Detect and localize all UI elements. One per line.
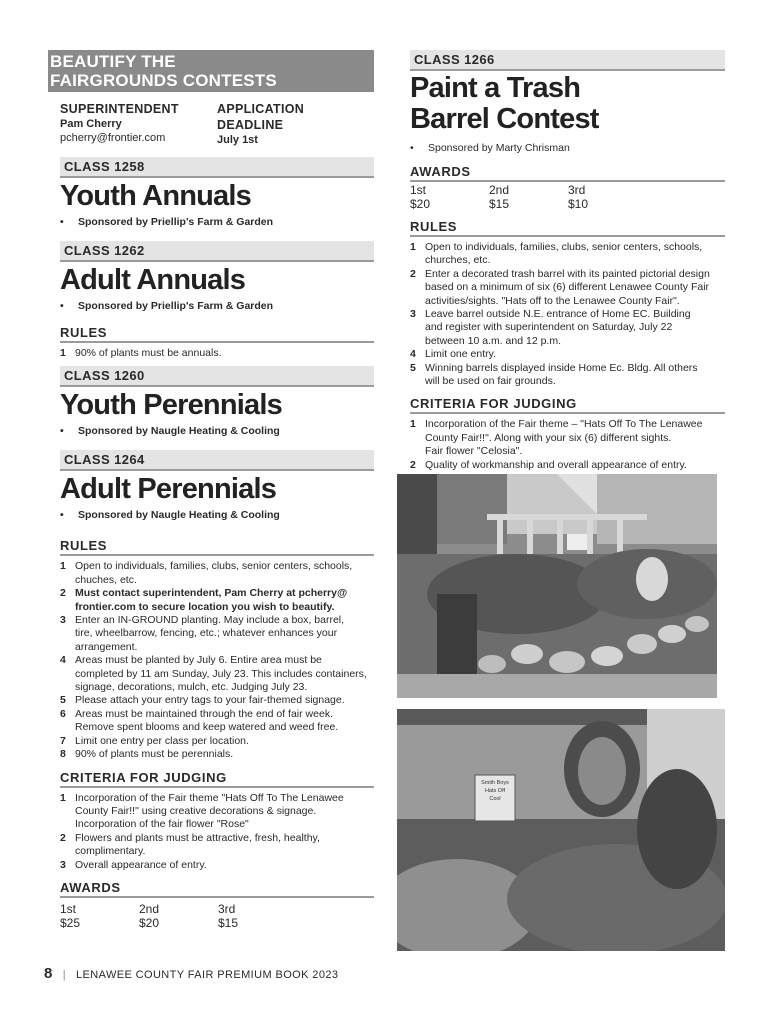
sponsor-line: • Sponsored by Naugle Heating & Cooling <box>60 509 280 522</box>
class-label: CLASS 1262 <box>60 241 374 262</box>
award-2nd: 2nd $20 <box>139 901 160 930</box>
superintendent-block <box>48 101 374 147</box>
awards-perennials <box>48 880 374 930</box>
class-label: CLASS 1266 <box>410 50 725 71</box>
award-1st: 1st $20 <box>410 183 431 211</box>
class-1262-section <box>48 241 374 313</box>
list-item: 2 Enter a decorated trash barrel with its painted pictorial design based on a minimum of six (6) different Lenawee County Fair activities/sights. "Hats off to the Lenawee County Fair". <box>410 267 710 307</box>
awards-heading: AWARDS <box>410 164 725 182</box>
superintendent-name: Pam Cherry <box>60 118 122 130</box>
deadline-label-2: DEADLINE <box>217 118 284 132</box>
awards-heading: AWARDS <box>60 880 374 898</box>
award-3rd: 3rd $10 <box>568 183 589 211</box>
award-3rd: 3rd $15 <box>218 901 239 930</box>
class-title: Paint a Trash Barrel Contest <box>410 72 599 135</box>
section-banner <box>48 50 374 92</box>
deadline-date: July 1st <box>217 134 258 146</box>
class-title: Adult Annuals <box>60 264 246 296</box>
list-item: 1 Incorporation of the Fair theme "Hats Off To The Lenawee County Fair!!" using creative decorations & signage. Incorporation of the fair flower "Rose" <box>60 791 344 831</box>
class-title: Youth Annuals <box>60 180 251 212</box>
class-1264-section <box>48 450 374 522</box>
sponsor-text: Sponsored by Naugle Heating & Cooling <box>78 509 280 522</box>
sponsor-text: Sponsored by Priellip's Farm & Garden <box>78 216 274 228</box>
award-1st: 1st $25 <box>60 901 81 930</box>
footer-separator: | <box>62 969 67 981</box>
superintendent-email: pcherry@frontier.com <box>60 132 166 144</box>
list-item: 6 Areas must be maintained through the end of fair week. Remove spent blooms and keep watered and weed free. <box>60 707 339 734</box>
list-item: 1 Open to individuals, families, clubs, senior centers, schools, churches, etc. <box>410 241 703 267</box>
footer-text: LENAWEE COUNTY FAIR PREMIUM BOOK 2023 <box>76 969 339 981</box>
rules-heading: RULES <box>60 325 374 343</box>
page-number: 8 <box>44 965 53 982</box>
list-item: 7 Limit one entry per class per location. <box>60 734 249 747</box>
sponsor-line: • Sponsored by Naugle Heating & Cooling <box>60 425 280 438</box>
page-footer <box>44 965 338 982</box>
sponsor-text: Sponsored by Marty Chrisman <box>428 142 570 154</box>
sponsor-line: • Sponsored by Priellip's Farm & Garden <box>60 300 274 312</box>
garden-photo-2-image <box>397 709 725 951</box>
class-label: CLASS 1258 <box>60 157 374 178</box>
left-column <box>48 50 374 930</box>
class-1258-section <box>48 157 374 229</box>
list-item: 3 Enter an IN-GROUND planting. May include a box, barrel, tire, wheelbarrow, fencing, etc.; whatever enhances your arrangement. <box>60 614 345 653</box>
class-1260-section <box>48 366 374 438</box>
garden-photo-1-image <box>397 474 717 698</box>
list-item: 5 Please attach your entry tags to your fair-themed signage. <box>60 694 345 707</box>
list-item: 1 90% of plants must be annuals. <box>60 347 222 359</box>
list-item: 1 Open to individuals, families, clubs, senior centers, schools, chuches, etc. <box>60 560 353 586</box>
rules-heading: RULES <box>410 219 725 237</box>
sign-text: Smith Boys Hats Off Cool <box>481 780 509 802</box>
list-item: 3 Overall appearance of entry. <box>60 858 207 871</box>
list-item: 4 Areas must be planted by July 6. Entire area must be completed by 11 am Sunday, July 23. This includes containers, signage, decorations, mulch, etc. Judging July 23. <box>60 654 367 694</box>
list-item: 2 Must contact superintendent, Pam Cherry at pcherry@ frontier.com to secure location you wish to beautify. <box>60 587 348 613</box>
award-2nd: 2nd $15 <box>489 183 510 211</box>
sponsor-line: • Sponsored by Priellip's Farm & Garden <box>60 216 274 228</box>
list-item: 2 Flowers and plants must be attractive, fresh, healthy, complimentary. <box>60 831 320 858</box>
sponsor-text: Sponsored by Naugle Heating & Cooling <box>78 425 280 438</box>
banner-line-2: FAIRGROUNDS CONTESTS <box>50 71 277 90</box>
sponsor-text: Sponsored by Priellip's Farm & Garden <box>78 300 274 312</box>
rules-annuals <box>48 325 374 360</box>
rules-trash-barrel <box>410 219 725 388</box>
class-title: Adult Perennials <box>60 473 277 506</box>
sponsor-line: • Sponsored by Marty Chrisman <box>410 142 570 154</box>
list-item: 3 Leave barrel outside N.E. entrance of Home EC. Building and register with superintendent on Saturday, July 22 between 10 a.m. and 12 p.m. <box>410 308 691 347</box>
rules-perennials <box>48 538 374 761</box>
criteria-heading: CRITERIA FOR JUDGING <box>410 396 725 414</box>
list-item: 4 Limit one entry. <box>410 348 497 361</box>
superintendent-label: SUPERINTENDENT <box>60 102 179 116</box>
class-label: CLASS 1260 <box>60 366 374 387</box>
criteria-trash-barrel <box>410 396 725 472</box>
list-item: 5 Winning barrels displayed inside Home Ec. Bldg. All others will be used on fair grounds. <box>410 361 698 388</box>
criteria-heading: CRITERIA FOR JUDGING <box>60 770 374 788</box>
garden-photo-2 <box>397 709 725 951</box>
list-item: 2 Quality of workmanship and overall appearance of entry. <box>410 458 687 471</box>
criteria-perennials <box>48 770 374 872</box>
deadline-label-1: APPLICATION <box>217 102 305 116</box>
class-title: Youth Perennials <box>60 389 282 422</box>
rules-heading: RULES <box>60 538 374 556</box>
banner-line-1: BEAUTIFY THE <box>50 52 176 71</box>
garden-photo-1 <box>397 474 717 698</box>
list-item: 1 Incorporation of the Fair theme – "Hats Off To The Lenawee County Fair!!". Along with your six (6) different sights. Fair flower "Celosia". <box>410 418 703 458</box>
list-item: 8 90% of plants must be perennials. <box>60 748 234 761</box>
class-label: CLASS 1264 <box>60 450 374 471</box>
awards-trash-barrel <box>410 164 725 211</box>
right-column <box>410 50 725 472</box>
